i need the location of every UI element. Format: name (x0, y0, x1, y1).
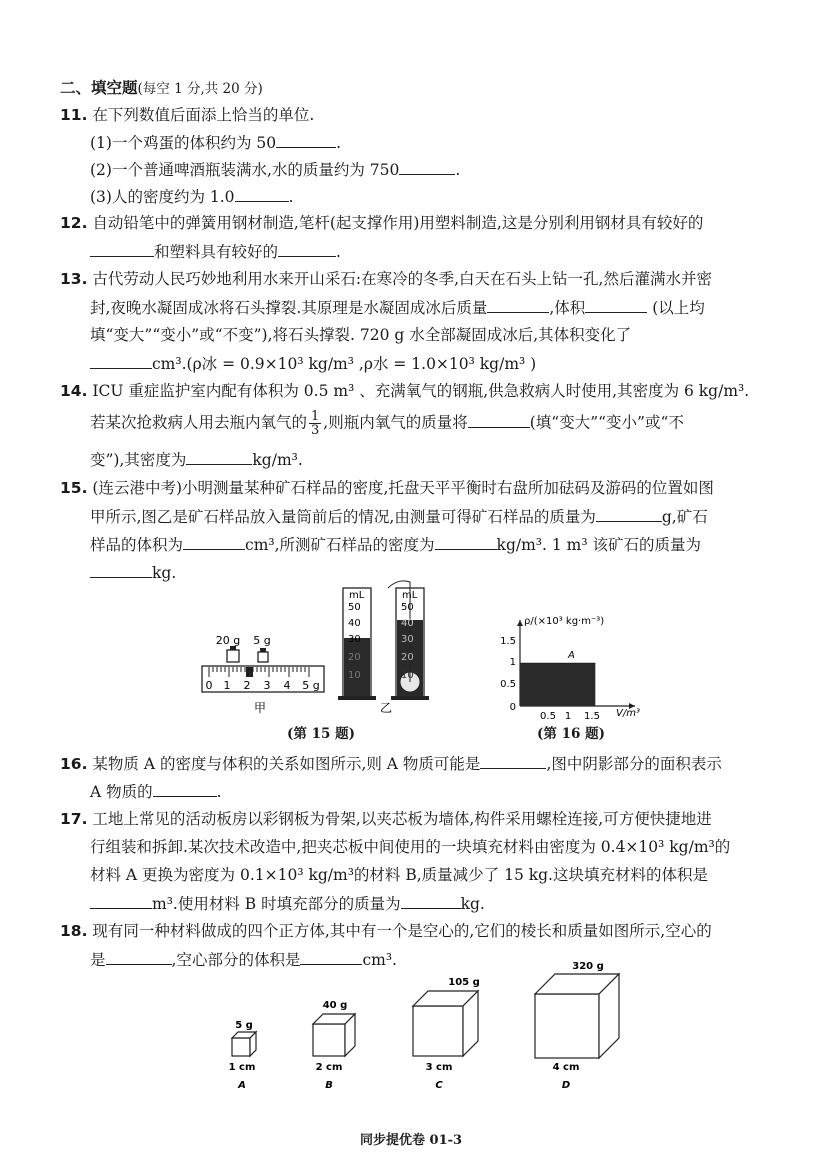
question-number: 18. (60, 922, 88, 940)
scale-tick-label: 3 (263, 679, 271, 692)
weight-20g-icon (216, 634, 240, 662)
cube-b-edge: 2 cm (315, 1062, 343, 1073)
answer-blank[interactable] (90, 240, 154, 257)
figure-15-caption: (第 15 题) (287, 726, 355, 742)
answer-blank[interactable] (585, 296, 647, 313)
question-number: 17. (60, 810, 88, 828)
question-14-line-2 (90, 410, 684, 437)
question-text: ,图中阴影部分的面积表示 (546, 755, 722, 773)
fraction-numerator: 1 (311, 409, 320, 424)
question-text: cm³. (362, 951, 397, 969)
question-text: 若某次抢救病人用去瓶内氧气的 (90, 413, 308, 432)
fraction (309, 410, 321, 437)
question-14-line-3 (90, 448, 303, 471)
section-header (60, 77, 263, 100)
section-note: (每空 1 分,共 20 分) (137, 81, 263, 97)
cube-d-edge: 4 cm (552, 1062, 580, 1073)
question-text: 变”),其密度为 (90, 451, 187, 469)
figure-15 (190, 578, 450, 718)
answer-blank[interactable] (401, 892, 461, 909)
cube-c-edge: 3 cm (425, 1062, 453, 1073)
question-text: 现有同一种材料做成的四个正方体,其中有一个是空心的,它们的棱长和质量如图所示,空心的 (92, 922, 712, 940)
question-text: kg/m³. (252, 451, 303, 469)
cube-a-mass: 5 g (235, 1020, 253, 1031)
question-text: cm³.(ρ冰 = 0.9×10³ kg/m³ ,ρ水 = 1.0×10³ kg/m³ ) (152, 355, 537, 373)
answer-blank[interactable] (480, 752, 546, 769)
question-16-line-1 (60, 752, 722, 775)
question-text: 和塑料具有较好的 (154, 243, 279, 261)
y-tick-label: 0.5 (500, 679, 516, 690)
origin-label: 0 (509, 702, 516, 713)
point-label: A (568, 650, 575, 661)
answer-blank[interactable] (399, 158, 455, 175)
answer-blank[interactable] (468, 411, 530, 428)
question-text: m³.使用材料 B 时填充部分的质量为 (152, 895, 401, 913)
weight-20g-label: 20 g (215, 634, 241, 647)
question-text: ,则瓶内氧气的质量将 (323, 413, 468, 432)
label-jia: 甲 (253, 701, 267, 715)
question-15-line-2 (90, 505, 708, 528)
question-11-item-3: (3)人的密度约为 1.0 . (90, 185, 293, 208)
x-tick-label: 0.5 (540, 711, 556, 722)
cylinder-tick-label: 20 (348, 652, 361, 663)
question-text: 样品的体积为 (90, 536, 184, 554)
page-footer: 同步提优卷 01-3 (360, 1133, 463, 1148)
question-16-line-2: A 物质的 . (90, 780, 222, 803)
scale-tick-label: 1 (223, 679, 231, 692)
question-text: ,空心部分的体积是 (171, 951, 301, 969)
question-18-line-1 (60, 920, 712, 942)
question-12-line-2: 和塑料具有较好的 . (90, 240, 341, 263)
figure-16-chart (490, 612, 650, 722)
question-number: 14. (60, 382, 88, 400)
cylinder-tick-label: 40 (401, 618, 414, 629)
weight-5g-label: 5 g (253, 634, 271, 647)
question-13-line-4 (90, 352, 536, 375)
question-text: 填“变大”“变小”或“不变”),将石头撑裂. 720 g 水全部凝固成冰后,其体积变化了 (90, 326, 632, 344)
shaded-area (520, 663, 595, 706)
answer-blank[interactable] (90, 892, 152, 909)
item-text: (3)人的密度约为 1.0 (90, 188, 235, 206)
question-14-line-1 (60, 380, 749, 402)
cube-c-letter: C (435, 1080, 443, 1091)
scale-tick-label: 4 (283, 679, 291, 692)
question-number: 16. (60, 755, 88, 773)
weight-5g-icon (253, 634, 270, 662)
question-text: ICU 重症监护室内配有体积为 0.5 m³ 、充满氧气的钢瓶,供急救病人时使用,其密度为 6 kg/m³. (92, 382, 750, 400)
question-11-item-2: (2)一个普通啤酒瓶装满水,水的质量约为 750 . (90, 158, 460, 181)
answer-blank[interactable] (186, 448, 252, 465)
question-text: 工地上常见的活动板房以彩钢板为骨架,以夹芯板为墙体,构件采用螺栓连接,可方便快捷地进 (92, 810, 712, 828)
question-text: A 物质的 (90, 783, 153, 801)
label-yi: 乙 (379, 701, 393, 715)
cylinder-tick-label: 50 (401, 602, 414, 613)
answer-blank[interactable] (278, 240, 336, 257)
cylinder-tick-label: 40 (348, 618, 361, 629)
cylinder-tick-label: 30 (348, 634, 361, 645)
cube-b-letter: B (325, 1080, 333, 1091)
question-17-line-2 (90, 836, 730, 858)
cube-d-mass: 320 g (572, 961, 604, 972)
figure-16-caption: (第 16 题) (537, 726, 605, 742)
item-text: (1)一个鸡蛋的体积约为 50 (90, 134, 277, 152)
cube-d-icon (535, 974, 619, 1058)
question-text: kg. (152, 564, 177, 582)
cube-b-mass: 40 g (322, 1000, 348, 1011)
question-text: g,矿石 (661, 508, 708, 526)
question-12-line-1 (60, 212, 703, 234)
question-text: 自动铅笔中的弹簧用钢材制造,笔杆(起支撑作用)用塑料制造,这是分别利用钢材具有较好的 (92, 214, 704, 232)
question-15-line-4 (90, 561, 176, 584)
question-15-line-1 (60, 477, 714, 499)
x-axis-label: V/m³ (616, 708, 640, 719)
question-text: 材料 A 更换为密度为 0.1×10³ kg/m³的材料 B,质量减少了 15 kg.这块填充材料的体积是 (90, 866, 708, 884)
question-13-line-2 (90, 296, 705, 319)
cubes-figure (210, 960, 650, 1100)
beam-scale (202, 666, 324, 692)
answer-blank[interactable] (596, 505, 662, 522)
cube-d-letter: D (561, 1080, 571, 1091)
answer-blank[interactable] (183, 533, 245, 550)
scale-tick-label: 2 (243, 679, 251, 692)
question-text: 在下列数值后面添上恰当的单位. (92, 106, 315, 124)
scale-tick-label: 5 g (302, 679, 320, 692)
answer-blank[interactable] (90, 352, 152, 369)
measuring-cylinder-before (338, 588, 376, 700)
answer-blank[interactable] (487, 296, 549, 313)
question-13-line-1 (60, 268, 712, 290)
y-tick-label: 1 (509, 657, 516, 668)
rider-icon (246, 667, 253, 677)
answer-blank[interactable] (153, 780, 217, 797)
cube-a-edge: 1 cm (228, 1062, 256, 1073)
question-17-line-4 (90, 892, 485, 915)
question-text: cm³,所测矿石样品的密度为 (245, 536, 435, 554)
question-17-line-1 (60, 808, 712, 830)
question-number: 12. (60, 214, 88, 232)
question-text: (连云港中考)小明测量某种矿石样品的密度,托盘天平平衡时右盘所加砝码及游码的位置如图 (92, 479, 714, 497)
x-tick-label: 1.5 (584, 711, 600, 722)
cylinder-tick-label: 10 (401, 670, 414, 681)
cube-a-icon (232, 1032, 256, 1056)
answer-blank[interactable] (435, 533, 497, 550)
cylinder-unit-label: mL (349, 590, 365, 601)
answer-blank[interactable] (90, 561, 152, 578)
question-number: 15. (60, 479, 88, 497)
scale-tick-label: 0 (205, 679, 213, 692)
cylinder-unit-label: mL (402, 590, 418, 601)
question-11-stem (60, 104, 314, 126)
cylinder-tick-label: 50 (348, 602, 361, 613)
question-text: kg/m³. 1 m³ 该矿石的质量为 (496, 536, 701, 554)
question-text: (填“变大”“变小”或“不 (529, 413, 684, 432)
question-number: 13. (60, 270, 88, 288)
cylinder-tick-label: 20 (401, 652, 414, 663)
cube-a-letter: A (238, 1080, 246, 1091)
question-text: 某物质 A 的密度与体积的关系如图所示,则 A 物质可能是 (92, 755, 481, 773)
question-text: 古代劳动人民巧妙地利用水来开山采石:在寒冷的冬季,白天在石头上钻一孔,然后灌满水并密 (92, 270, 712, 288)
question-text: 是 (90, 951, 106, 969)
cube-c-mass: 105 g (448, 977, 480, 988)
question-13-line-3 (90, 324, 631, 346)
question-text: ,体积 (549, 299, 586, 317)
answer-blank[interactable] (106, 948, 172, 965)
y-axis-label: ρ/(×10³ kg·m⁻³) (524, 616, 605, 627)
y-tick-label: 1.5 (500, 636, 516, 647)
fraction-denominator: 3 (311, 423, 320, 438)
question-number: 11. (60, 106, 88, 124)
question-text: 甲所示,图乙是矿石样品放入量筒前后的情况,由测量可得矿石样品的质量为 (90, 508, 596, 526)
section-title: 二、填空题 (60, 78, 138, 97)
question-text: (以上均 (652, 299, 705, 317)
x-tick-label: 1 (564, 711, 572, 722)
question-17-line-3 (90, 864, 708, 886)
question-text: kg. (460, 895, 485, 913)
cylinder-tick-label: 30 (401, 634, 414, 645)
question-text: 行组装和拆卸.某次技术改造中,把夹芯板中间使用的一块填充材料由密度为 0.4×10³ kg/m³的 (90, 838, 731, 856)
answer-blank[interactable] (276, 131, 336, 148)
question-11-item-1: (1)一个鸡蛋的体积约为 50 . (90, 131, 341, 154)
measuring-cylinder-after (388, 581, 429, 700)
question-15-line-3 (90, 533, 701, 556)
item-text: (2)一个普通啤酒瓶装满水,水的质量约为 750 (90, 161, 400, 179)
cube-b-icon (313, 1014, 355, 1056)
cylinder-tick-label: 10 (348, 670, 361, 681)
cube-c-icon (413, 991, 478, 1056)
answer-blank[interactable] (235, 185, 289, 202)
question-text: 封,夜晚水凝固成冰将石头撑裂.其原理是水凝固成冰后质量 (90, 299, 488, 317)
